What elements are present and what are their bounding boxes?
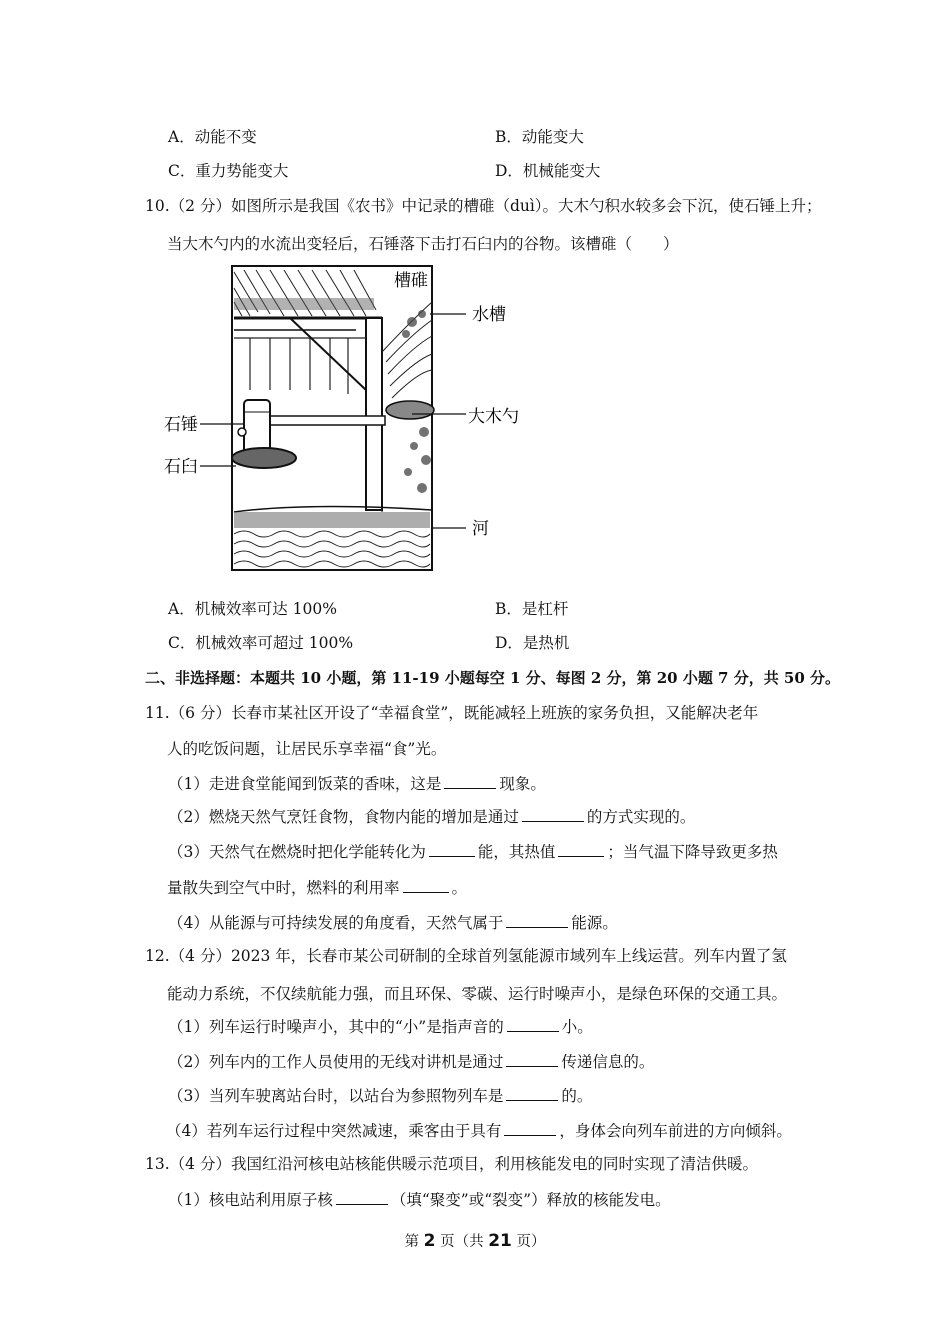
q10-stem-line2: 当大木勺内的水流出变轻后，石锤落下击打石臼内的谷物。该槽碓（ ） [167, 235, 679, 253]
label-stone-mortar: 石臼 [164, 457, 198, 477]
q12-part3-post: 的。 [561, 1087, 593, 1105]
q12-part1-post: 小。 [561, 1018, 593, 1036]
q9-option-c: C．重力势能变大 [168, 162, 289, 180]
q10-option-c: C．机械效率可超过 100% [168, 634, 354, 652]
q11-part1 [168, 773, 546, 794]
label-stone-hammer: 石锤 [164, 415, 198, 435]
q11-part1-pre: （1）走进食堂能闻到饭菜的香味，这是 [168, 775, 442, 793]
answer-blank[interactable] [444, 773, 496, 789]
footer-pre: 第 [404, 1234, 420, 1250]
q13-part1-post: （填“聚变”或“裂变”）释放的核能发电。 [390, 1191, 671, 1209]
q12-stem-line1: 12.（4 分）2023 年，长春市某公司研制的全球首列氢能源市域列车上线运营。列车内置了氢 [145, 947, 787, 965]
q9-option-b: B．动能变大 [495, 128, 584, 146]
q12-part2-pre: （2）列车内的工作人员使用的无线对讲机是通过 [168, 1053, 504, 1071]
q12-part2-post: 传递信息的。 [561, 1053, 655, 1071]
answer-blank[interactable] [504, 1120, 556, 1136]
q11-part3-line2 [167, 877, 467, 898]
q11-part3-line2-pre: 量散失到空气中时，燃料的利用率 [167, 879, 400, 897]
answer-blank[interactable] [506, 912, 568, 928]
q12-part4 [166, 1120, 792, 1141]
q11-stem-line2: 人的吃饭问题，让居民乐享幸福“食”光。 [167, 740, 447, 758]
footer-post: 页） [516, 1234, 546, 1250]
figure-title: 槽碓 [394, 271, 428, 291]
label-big-ladle: 大木勺 [468, 407, 519, 427]
label-water-trough: 水槽 [472, 305, 506, 325]
q10-option-d: D．是热机 [495, 634, 570, 652]
footer-total-pages: 21 [488, 1231, 512, 1251]
answer-blank[interactable] [522, 806, 584, 822]
answer-blank[interactable] [506, 1051, 558, 1067]
answer-blank[interactable] [506, 1085, 558, 1101]
q11-part1-post: 现象。 [499, 775, 546, 793]
q11-part4-pre: （4）从能源与可持续发展的角度看，天然气属于 [168, 914, 504, 932]
q11-part3 [168, 841, 778, 862]
q9-option-d: D．机械能变大 [495, 162, 601, 180]
q13-part1 [168, 1189, 671, 1210]
q12-part3 [168, 1085, 592, 1106]
q10-option-a: A．机械效率可达 100% [168, 600, 337, 618]
q9-option-a: A．动能不变 [168, 128, 257, 146]
q12-part4-pre: （4）若列车运行过程中突然减速，乘客由于具有 [166, 1122, 502, 1140]
q10-stem-line1: 10.（2 分）如图所示是我国《农书》中记录的槽碓（duì）。大木勺积水较多会下沉，使石锤上升； [145, 197, 822, 215]
q10-option-b: B．是杠杆 [495, 600, 569, 618]
q11-part3-line2-post: 。 [451, 879, 468, 897]
q11-part4-post: 能源。 [571, 914, 618, 932]
q11-part2-post: 的方式实现的。 [586, 808, 696, 826]
q11-part4 [168, 912, 618, 933]
q13-stem-line1: 13.（4 分）我国红沿河核电站核能供暖示范项目，利用核能发电的同时实现了清洁供暖。 [145, 1155, 758, 1173]
q12-stem-line2: 能动力系统，不仅续航能力强，而且环保、零碳、运行时噪声小，是绿色环保的交通工具。 [167, 985, 788, 1003]
page-footer [0, 1230, 950, 1251]
answer-blank[interactable] [429, 841, 475, 857]
section2-heading: 二、非选择题：本题共 10 小题，第 11-19 小题每空 1 分、每图 2 分，第 20 小题 7 分，共 50 分。 [145, 669, 841, 687]
q11-part3-pre: （3）天然气在燃烧时把化学能转化为 [168, 843, 426, 861]
q11-part3-mid: 能，其热值 [477, 843, 556, 861]
q11-part2 [168, 806, 695, 827]
label-river: 河 [472, 519, 489, 539]
answer-blank[interactable] [558, 841, 604, 857]
footer-mid: 页（共 [440, 1234, 484, 1250]
answer-blank[interactable] [336, 1189, 388, 1205]
footer-page-number: 2 [423, 1231, 436, 1251]
answer-blank[interactable] [403, 877, 449, 893]
q12-part2 [168, 1051, 654, 1072]
q11-part3-post: ；当气温下降导致更多热 [607, 843, 778, 861]
q12-part4-post: ，身体会向列车前进的方向倾斜。 [559, 1122, 792, 1140]
q11-stem-line1: 11.（6 分）长春市某社区开设了“幸福食堂”，既能减轻上班族的家务负担，又能解决老年 [145, 704, 759, 722]
q12-part1 [168, 1016, 593, 1037]
answer-blank[interactable] [507, 1016, 559, 1032]
q12-part1-pre: （1）列车运行时噪声小，其中的“小”是指声音的 [168, 1018, 504, 1036]
q13-part1-pre: （1）核电站利用原子核 [168, 1191, 333, 1209]
q11-part2-pre: （2）燃烧天然气烹饪食物，食物内能的增加是通过 [168, 808, 519, 826]
q12-part3-pre: （3）当列车驶离站台时，以站台为参照物列车是 [168, 1087, 504, 1105]
cao-dui-figure [160, 262, 519, 574]
